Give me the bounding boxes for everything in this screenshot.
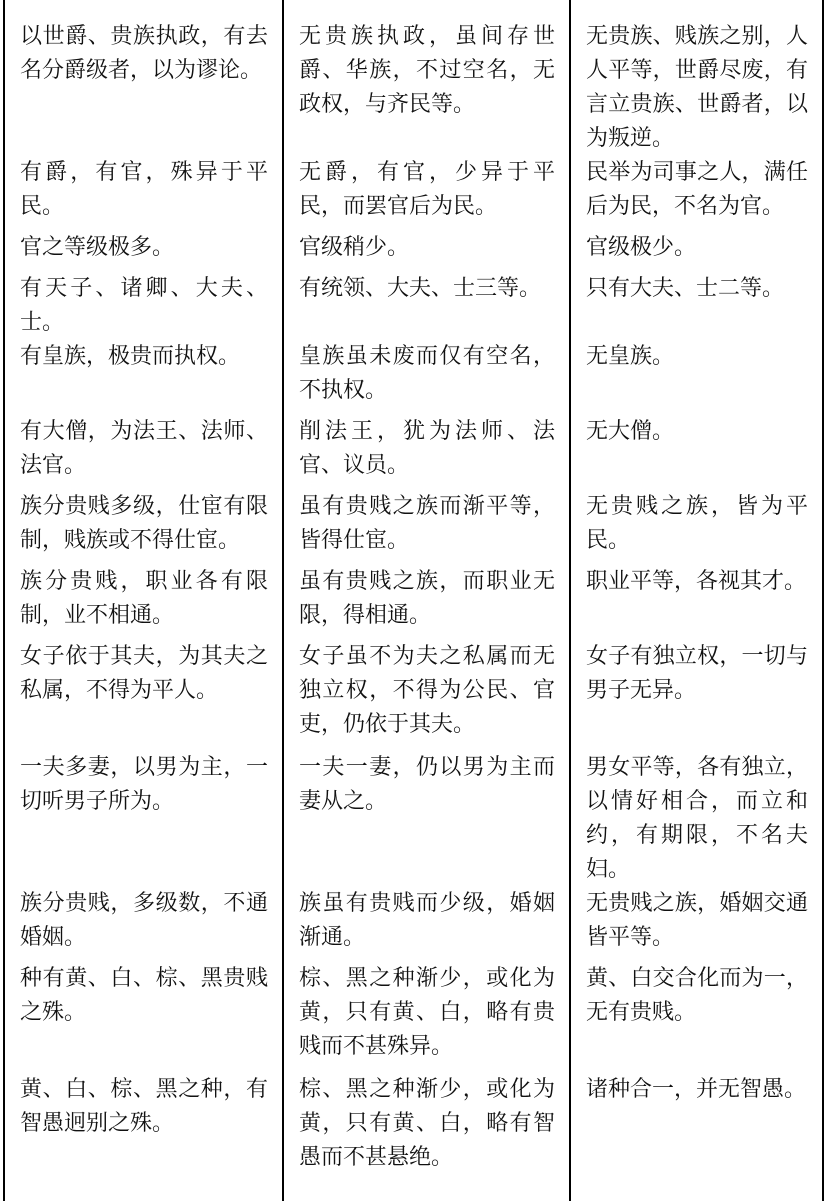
cell-col3: 女子有独立权，一切与男子无异。 <box>570 640 823 751</box>
cell-col1: 以世爵、贵族执政，有去名分爵级者，以为谬论。 <box>4 0 283 156</box>
cell-col2: 无爵，有官，少异于平民，而罢官后为民。 <box>283 156 570 231</box>
table-row <box>4 565 823 640</box>
table-row <box>4 156 823 231</box>
cell-col2: 虽有贵贱之族，而职业无限，得相通。 <box>283 565 570 640</box>
cell-col1: 有爵，有官，殊异于平民。 <box>4 156 283 231</box>
cell-col2: 无贵族执政，虽间存世爵、华族，不过空名，无政权，与齐民等。 <box>283 0 570 156</box>
cell-col2: 女子虽不为夫之私属而无独立权，不得为公民、官吏，仍依于其夫。 <box>283 640 570 751</box>
cell-col1: 有皇族，极贵而执权。 <box>4 340 283 415</box>
cell-col1: 种有黄、白、棕、黑贵贱之殊。 <box>4 962 283 1073</box>
cell-col1: 有大僧，为法王、法师、法官。 <box>4 415 283 490</box>
table-row <box>4 640 823 751</box>
cell-col3: 无贵贱之族，婚姻交通皆平等。 <box>570 887 823 962</box>
cell-col2: 棕、黑之种渐少，或化为黄，只有黄、白，略有贵贱而不甚殊异。 <box>283 962 570 1073</box>
cell-col2: 皇族虽未废而仅有空名，不执权。 <box>283 340 570 415</box>
table-row <box>4 490 823 565</box>
cell-col3: 民举为司事之人，满任后为民，不名为官。 <box>570 156 823 231</box>
table-row <box>4 272 823 340</box>
cell-col2: 棕、黑之种渐少，或化为黄，只有黄、白，略有智愚而不甚悬绝。 <box>283 1073 570 1201</box>
cell-col1: 官之等级极多。 <box>4 231 283 272</box>
cell-col3: 黄、白交合化而为一，无有贵贱。 <box>570 962 823 1073</box>
cell-col1: 一夫多妻，以男为主，一切听男子所为。 <box>4 751 283 887</box>
cell-col2: 族虽有贵贱而少级，婚姻渐通。 <box>283 887 570 962</box>
cell-col1: 族分贵贱多级，仕宦有限制，贱族或不得仕宦。 <box>4 490 283 565</box>
table-row <box>4 1073 823 1201</box>
table-row <box>4 962 823 1073</box>
table-row <box>4 0 823 156</box>
table-row <box>4 231 823 272</box>
cell-col3: 只有大夫、士二等。 <box>570 272 823 340</box>
cell-col1: 族分贵贱，多级数，不通婚姻。 <box>4 887 283 962</box>
cell-col3: 职业平等，各视其才。 <box>570 565 823 640</box>
cell-col2: 虽有贵贱之族而渐平等，皆得仕宦。 <box>283 490 570 565</box>
cell-col3: 男女平等，各有独立，以情好相合，而立和约，有期限，不名夫妇。 <box>570 751 823 887</box>
cell-col1: 有天子、诸卿、大夫、士。 <box>4 272 283 340</box>
cell-col1: 女子依于其夫，为其夫之私属，不得为平人。 <box>4 640 283 751</box>
cell-col3: 诸种合一，并无智愚。 <box>570 1073 823 1201</box>
table-row <box>4 887 823 962</box>
cell-col2: 削法王，犹为法师、法官、议员。 <box>283 415 570 490</box>
cell-col3: 无皇族。 <box>570 340 823 415</box>
table-row <box>4 415 823 490</box>
cell-col2: 有统领、大夫、士三等。 <box>283 272 570 340</box>
cell-col1: 族分贵贱，职业各有限制，业不相通。 <box>4 565 283 640</box>
comparison-table <box>3 0 824 1201</box>
cell-col2: 官级稍少。 <box>283 231 570 272</box>
cell-col3: 无大僧。 <box>570 415 823 490</box>
table-row <box>4 751 823 887</box>
table-row <box>4 340 823 415</box>
cell-col1: 黄、白、棕、黑之种，有智愚迥别之殊。 <box>4 1073 283 1201</box>
cell-col3: 无贵贱之族，皆为平民。 <box>570 490 823 565</box>
cell-col3: 无贵族、贱族之别，人人平等，世爵尽废，有言立贵族、世爵者，以为叛逆。 <box>570 0 823 156</box>
cell-col2: 一夫一妻，仍以男为主而妻从之。 <box>283 751 570 887</box>
cell-col3: 官级极少。 <box>570 231 823 272</box>
